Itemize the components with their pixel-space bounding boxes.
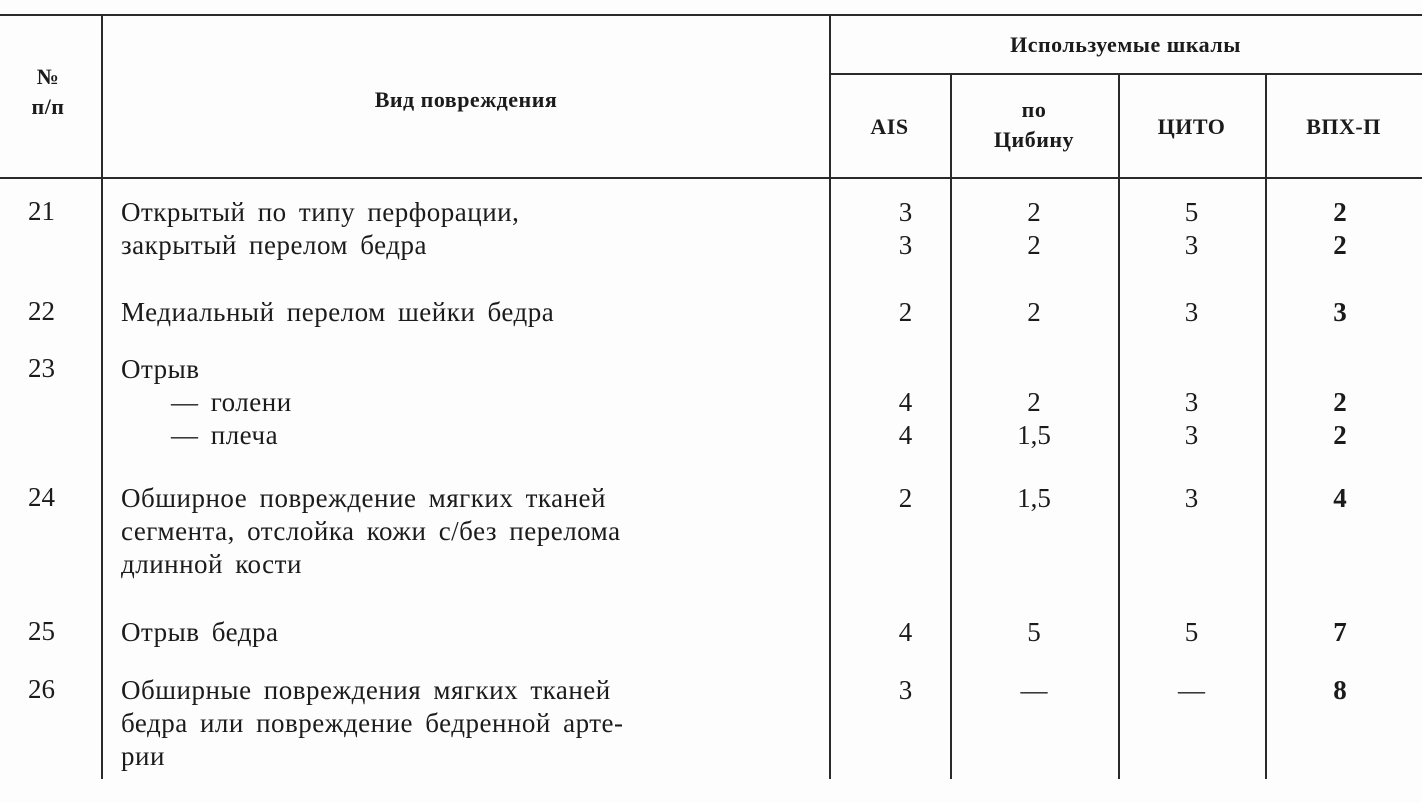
header-scale-tsibin-line2: Цибину	[993, 127, 1075, 152]
row-25-tsibin	[950, 616, 1118, 649]
row-23-ais-v1: 4	[898, 387, 913, 417]
row-23-ais-v0	[845, 353, 966, 386]
row-24-tsito	[1118, 482, 1265, 515]
row-24-tsito-v1: 3	[1184, 483, 1199, 513]
row-23-desc-indent1: — голени	[171, 387, 292, 417]
header-scale-vph-label: ВПХ-П	[1306, 114, 1381, 139]
row-23-vph-v0	[1290, 353, 1390, 386]
row-26-description	[121, 674, 821, 773]
row-26-ais-v1: 3	[898, 675, 913, 705]
row-22-desc-line1: Медиальный перелом шейки бедра	[121, 297, 555, 327]
row-21-tsito	[1118, 196, 1265, 262]
row-23-tsito-v1: 3	[1184, 387, 1199, 417]
header-scales-group: Используемые шкалы	[1010, 32, 1241, 57]
row-26-desc-line2: бедра или повреждение бедренной арте-	[121, 708, 624, 738]
row-23-ais-v2: 4	[898, 420, 913, 450]
header-scale-vph	[1265, 112, 1422, 142]
row-24-vph	[1290, 482, 1390, 515]
row-24-desc-line1: Обширное повреждение мягких тканей	[121, 483, 606, 513]
row-25-tsito	[1118, 616, 1265, 649]
row-23-tsibin-v1: 2	[1027, 387, 1041, 417]
row-24-vph-v1: 4	[1333, 483, 1347, 513]
top-rule	[0, 14, 1422, 16]
col-divider-no	[101, 14, 103, 779]
row-25-desc-line1: Отрыв бедра	[121, 617, 279, 647]
header-scale-ais-label: AIS	[870, 114, 909, 139]
header-col-no-line2: п/п	[31, 94, 65, 119]
row-21-tsibin-v1: 2	[1027, 197, 1041, 227]
row-23-tsibin	[950, 353, 1118, 452]
row-25-description	[121, 616, 821, 649]
row-25-tsito-v1: 5	[1184, 617, 1199, 647]
row-23-tsito-v0	[1118, 353, 1265, 386]
scales-group-rule	[829, 73, 1422, 75]
header-bottom-rule	[0, 177, 1422, 179]
row-24-description	[121, 482, 821, 581]
header-scale-tsito	[1118, 112, 1265, 142]
row-23-desc-indent2: — плеча	[171, 420, 279, 450]
row-25-vph-v1: 7	[1333, 617, 1347, 647]
row-24-desc-line2: сегмента, отслойка кожи с/без перелома	[121, 516, 621, 546]
row-23-tsibin-v0	[950, 353, 1118, 386]
header-scale-tsibin-line1: по	[1021, 97, 1047, 122]
col-divider-tsito	[1265, 73, 1267, 779]
row-21-desc-line2: закрытый перелом бедра	[121, 230, 427, 260]
row-22-tsito-v1: 3	[1184, 297, 1199, 327]
row-21-ais-v1: 3	[898, 197, 913, 227]
row-24-tsibin-v1: 1,5	[1017, 483, 1051, 513]
row-21-vph-v1: 2	[1333, 197, 1347, 227]
row-24-desc-line3: длинной кости	[121, 549, 302, 579]
row-25-ais	[845, 616, 966, 649]
row-23-description	[121, 353, 821, 452]
row-25-ais-v1: 4	[898, 617, 913, 647]
row-23-desc-line1: Отрыв	[121, 354, 200, 384]
row-25-number: 25	[28, 616, 55, 646]
row-26-desc-line1: Обширные повреждения мягких тканей	[121, 675, 611, 705]
row-23-vph	[1290, 353, 1390, 452]
row-25-vph	[1290, 616, 1390, 649]
row-26-vph	[1290, 674, 1390, 707]
row-21-number: 21	[28, 196, 55, 226]
row-24-number: 24	[28, 482, 55, 512]
row-21-desc-line1: Открытый по типу перфорации,	[121, 197, 520, 227]
row-23-tsibin-v2: 1,5	[1017, 420, 1051, 450]
row-26-desc-line3: рии	[121, 741, 165, 771]
row-24-ais-v1: 2	[898, 483, 913, 513]
header-col-no	[8, 62, 88, 122]
row-26-number: 26	[28, 674, 55, 704]
header-col-type: Вид повреждения	[374, 87, 558, 112]
row-22-number: 22	[28, 296, 55, 326]
row-23-tsito	[1118, 353, 1265, 452]
row-21-description	[121, 196, 821, 262]
row-22-description	[121, 296, 821, 329]
row-22-vph	[1290, 296, 1390, 329]
row-25-tsibin-v1: 5	[1027, 617, 1041, 647]
row-22-vph-v1: 3	[1333, 297, 1347, 327]
row-24-ais	[845, 482, 966, 515]
row-21-ais	[845, 196, 966, 262]
row-21-vph	[1290, 196, 1390, 262]
row-22-ais-v1: 2	[898, 297, 913, 327]
header-scale-tsibin	[950, 95, 1118, 155]
row-22-tsito	[1118, 296, 1265, 329]
header-scale-tsito-label: ЦИТО	[1157, 114, 1226, 139]
row-26-tsibin-v1: —	[1020, 675, 1048, 705]
row-23-ais	[845, 353, 966, 452]
header-scale-ais	[829, 112, 950, 142]
row-26-tsito	[1118, 674, 1265, 707]
row-24-tsibin	[950, 482, 1118, 515]
row-23-number: 23	[28, 353, 55, 383]
row-21-tsibin-v2: 2	[1027, 230, 1041, 260]
row-23-vph-v1: 2	[1333, 387, 1347, 417]
header-col-no-line1: №	[36, 64, 60, 89]
row-22-ais	[845, 296, 966, 329]
row-21-tsito-v2: 3	[1184, 230, 1199, 260]
row-22-tsibin	[950, 296, 1118, 329]
row-23-vph-v2: 2	[1333, 420, 1347, 450]
row-26-vph-v1: 8	[1333, 675, 1347, 705]
row-23-tsito-v2: 3	[1184, 420, 1199, 450]
row-21-tsibin	[950, 196, 1118, 262]
row-21-tsito-v1: 5	[1184, 197, 1199, 227]
row-26-tsibin	[950, 674, 1118, 707]
row-21-vph-v2: 2	[1333, 230, 1347, 260]
row-22-tsibin-v1: 2	[1027, 297, 1041, 327]
row-26-ais	[845, 674, 966, 707]
row-21-ais-v2: 3	[898, 230, 913, 260]
row-26-tsito-v1: —	[1178, 675, 1205, 705]
